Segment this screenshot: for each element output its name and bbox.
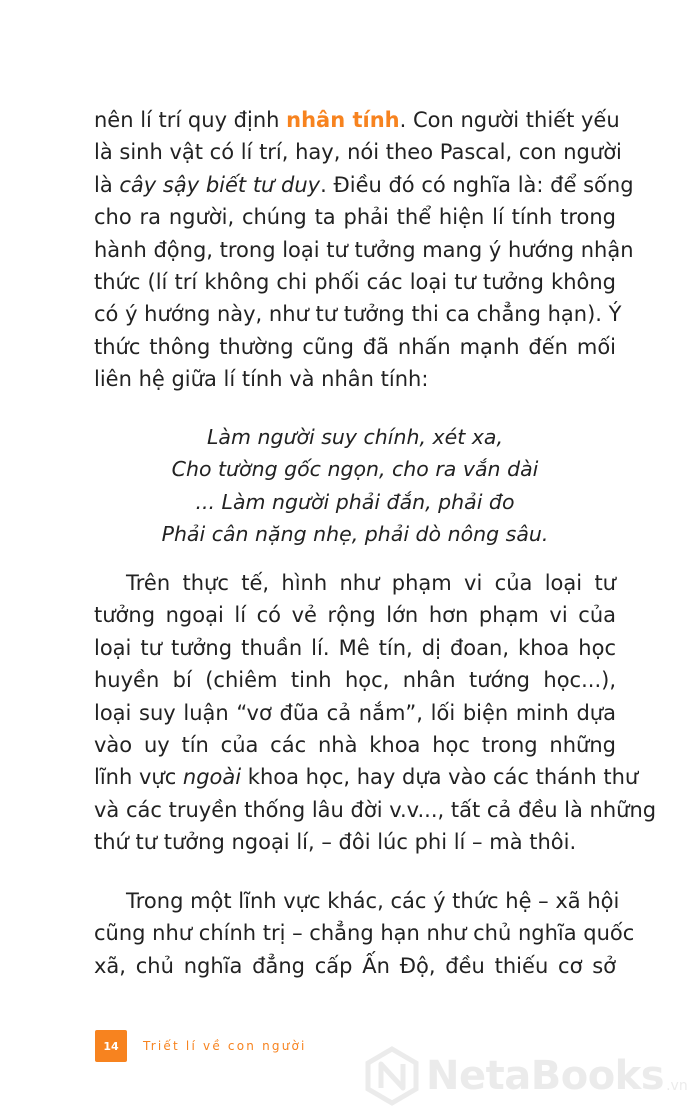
text-line: cho ra người, chúng ta phải thể hiện lí tính trong: [94, 205, 616, 230]
text-line: và các truyền thống lâu đời v.v..., tất cả đều là những: [94, 797, 657, 822]
text-line: Trong một lĩnh vực khác, các ý thức hệ – xã hội: [126, 889, 620, 913]
poem-verse: Cho tường gốc ngọn, cho ra vắn dài: [171, 457, 539, 482]
watermark: [362, 1044, 688, 1108]
text-line: tưởng ngoại lí có vẻ rộng lớn hơn phạm vi của: [94, 603, 616, 628]
poem-verse: Phải cân nặng nhẹ, phải dò nông sâu.: [161, 522, 549, 547]
page-footer: [95, 1030, 307, 1062]
text-line: loại tư tưởng thuần lí. Mê tín, dị đoan, khoa học: [94, 635, 616, 660]
poem-quote: [94, 421, 616, 551]
text-line: nên lí trí quy định nhân tính. Con người thiết yếu: [94, 108, 620, 132]
paragraph-3: [94, 885, 635, 982]
paragraph-2: [94, 567, 657, 859]
text-line: là sinh vật có lí trí, hay, nói theo Pascal, con người: [94, 140, 622, 165]
poem-verse: ... Làm người phải đắn, phải đo: [195, 489, 515, 514]
italic-phrase: cây sậy biết tư duy: [119, 172, 321, 197]
text-line: thức (lí trí không chi phối các loại tư tưởng không: [94, 270, 616, 295]
italic-word: ngoài: [182, 765, 242, 790]
watermark-suffix: .vn: [666, 1078, 688, 1094]
paragraph-1: [94, 104, 634, 396]
text-line: cũng như chính trị – chẳng hạn như chủ nghĩa quốc: [94, 921, 635, 946]
poem-verse: Làm người suy chính, xét xa,: [206, 425, 504, 449]
netabooks-n-logo-icon: [362, 1046, 422, 1106]
text-line: xã, chủ nghĩa đẳng cấp Ấn Độ, đều thiếu cơ sở: [94, 953, 616, 978]
text-line: hành động, trong loại tư tưởng mang ý hướng nhận: [94, 237, 634, 262]
text-line: có ý hướng này, như tư tưởng thi ca chẳng hạn). Ý: [94, 302, 622, 327]
text-line: Trên thực tế, hình như phạm vi của loại tư: [126, 571, 616, 595]
text-line: lĩnh vực ngoài khoa học, hay dựa vào các thánh thư: [94, 765, 639, 790]
text-line: thức thông thường cũng đã nhấn mạnh đến mối: [94, 334, 616, 359]
text-line: thứ tư tưởng ngoại lí, – đôi lúc phi lí – mà thôi.: [94, 830, 577, 855]
text-line: liên hệ giữa lí tính và nhân tính:: [94, 367, 429, 392]
watermark-brand: NetaBooks: [426, 1053, 665, 1099]
text-line: loại suy luận “vơ đũa cả nắm”, lối biện minh dựa: [94, 700, 616, 725]
highlighted-term: nhân tính: [286, 108, 400, 132]
text-line: huyền bí (chiêm tinh học, nhân tướng học...),: [94, 668, 616, 693]
page-number-badge: [95, 1030, 127, 1062]
running-title: Triết lí về con người: [143, 1039, 307, 1053]
text-line: là cây sậy biết tư duy. Điều đó có nghĩa là: để sống: [94, 172, 634, 197]
page-number: 14: [103, 1039, 119, 1053]
text-line: vào uy tín của các nhà khoa học trong những: [94, 733, 616, 758]
